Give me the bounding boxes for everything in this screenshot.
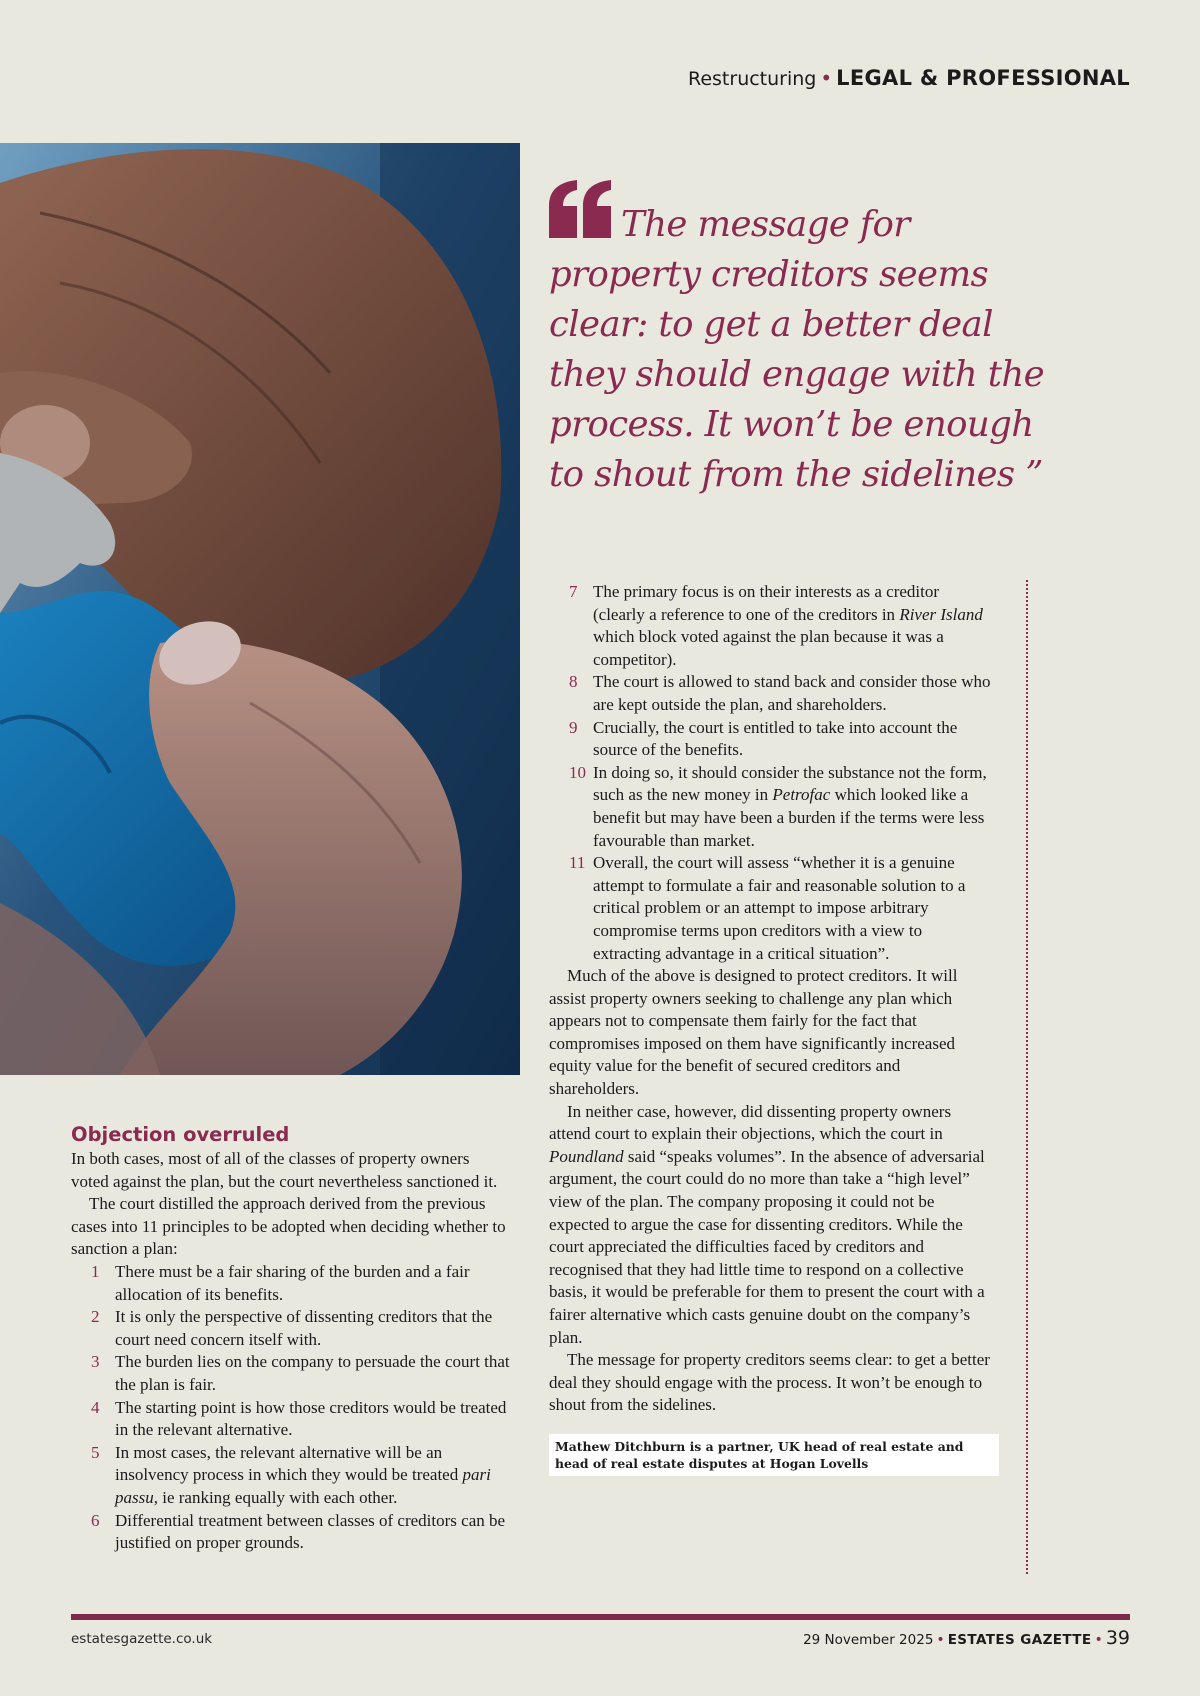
item-number: 5 [91, 1442, 100, 1462]
separator-dot: • [1094, 1632, 1103, 1648]
item-number: 11 [569, 853, 586, 873]
category-label: LEGAL & PROFESSIONAL [836, 66, 1130, 90]
item-text: The starting point is how those creditors would be treated in the relevant alternative. [115, 1397, 507, 1440]
open-quote-icon [549, 180, 613, 238]
publication-name: ESTATES GAZETTE [947, 1632, 1092, 1648]
footer-rule [71, 1614, 1130, 1620]
body-paragraph: In both cases, most of all of the classes of property owners voted against the plan, but the court nevertheless sanctioned it. [71, 1149, 498, 1191]
list-item [549, 581, 991, 671]
running-header [688, 66, 1130, 90]
list-item [71, 1510, 511, 1555]
footer-website: estatesgazette.co.uk [71, 1631, 213, 1647]
item-number: 1 [91, 1261, 100, 1281]
puzzle-hands-image [0, 143, 520, 1075]
item-number: 6 [91, 1510, 100, 1530]
separator-dot: • [820, 66, 833, 90]
list-item [71, 1261, 511, 1306]
body-paragraph: The court distilled the approach derived from the previous cases into 11 principles to be adopted when deciding whether to sanction a plan: [71, 1194, 506, 1259]
pull-quote [549, 180, 1049, 500]
item-number: 8 [569, 672, 578, 692]
list-item [549, 717, 991, 762]
page-number: 39 [1105, 1627, 1130, 1649]
separator-dot: • [936, 1632, 945, 1648]
case-name: Poundland [549, 1146, 624, 1166]
item-number: 9 [569, 717, 578, 737]
left-column [71, 1122, 511, 1555]
body-paragraph: The message for property creditors seems clear: to get a better deal they should engage with the process. It won’t be enough to shout from the sidelines. [549, 1350, 990, 1415]
item-text: The burden lies on the company to persuade the court that the plan is fair. [115, 1352, 510, 1394]
item-italic: pari passu [115, 1465, 491, 1507]
list-item [71, 1397, 511, 1442]
article-photo [0, 143, 520, 1075]
item-number: 3 [91, 1352, 100, 1372]
list-item [71, 1442, 511, 1510]
issue-date: 29 November 2025 [803, 1632, 934, 1648]
body-paragraph: Much of the above is designed to protect creditors. It will assist property owners seeking to challenge any plan which appears not to compensate them fairly for the fact that compromises imposed on them have significantly increased equity value for the benefit of secured creditors and shareholders. [549, 966, 958, 1099]
item-italic: River Island [899, 604, 983, 624]
item-text: Crucially, the court is entitled to take into account the source of the benefits. [593, 717, 958, 760]
footer-folio [803, 1627, 1130, 1649]
item-text: It is only the perspective of dissenting creditors that the court need concern itself with. [115, 1307, 493, 1349]
pull-quote-text: The message for property creditors seems clear: to get a better deal they should engage with the process. It won’t be enough to shout from the sidelines ” [549, 204, 1045, 495]
dotted-divider [1026, 580, 1028, 1574]
paragraph-text: said “speaks volumes”. In the absence of adversarial argument, the court could do no more than take a “high level” view of the plan. The company proposing it could not be expected to argue the case for dissenting creditors. While the court appreciated the difficulties faced by creditors and recognised that they had little time to respond on a collective basis, it would be preferable for them to present the court with a fairer alternative which casts genuine doubt on the company’s plan. [549, 1146, 985, 1347]
list-item [71, 1351, 511, 1396]
item-text: In doing so, it should consider the substance not the form, such as the new money in [593, 762, 987, 805]
item-text: Differential treatment between classes of creditors can be justified on proper grounds. [115, 1510, 506, 1553]
paragraph-text: In neither case, however, did dissenting property owners attend court to explain their objections, which the court in [549, 1101, 952, 1144]
item-number: 4 [91, 1397, 100, 1417]
item-text: The court is allowed to stand back and consider those who are kept outside the plan, and shareholders. [593, 672, 991, 714]
item-tail: which block voted against the plan because it was a competitor). [593, 627, 944, 669]
item-tail: which looked like a benefit but may have been a burden if the terms were less favourable than market. [593, 785, 985, 850]
right-column [549, 581, 991, 1476]
item-number: 10 [569, 762, 586, 782]
item-italic: Petrofac [772, 785, 831, 805]
item-text: Overall, the court will assess “whether it is a genuine attempt to formulate a fair and reasonable solution to a critical problem or an attempt to impose arbitrary compromise terms upon creditors with a view to extracting advantage in a critical situation”. [593, 853, 966, 963]
item-tail: , ie ranking equally with each other. [153, 1487, 398, 1507]
list-item [549, 852, 991, 965]
list-item [549, 762, 991, 852]
list-item [71, 1306, 511, 1351]
principles-list-continued [549, 581, 991, 965]
body-paragraph [549, 1101, 991, 1350]
item-number: 2 [91, 1307, 100, 1327]
item-number: 7 [569, 582, 578, 601]
list-item [549, 671, 991, 716]
item-text: In most cases, the relevant alternative will be an insolvency process in which they would be treated [115, 1442, 459, 1485]
section-heading: Objection overruled [71, 1123, 290, 1146]
author-bio: Mathew Ditchburn is a partner, UK head of real estate and head of real estate disputes at Hogan Lovells [549, 1434, 999, 1476]
item-text: There must be a fair sharing of the burden and a fair allocation of its benefits. [115, 1261, 470, 1304]
principles-list [71, 1261, 511, 1555]
item-text: The primary focus is on their interests as a creditor (clearly a reference to one of the creditors in [593, 582, 940, 624]
section-label: Restructuring [688, 68, 817, 90]
